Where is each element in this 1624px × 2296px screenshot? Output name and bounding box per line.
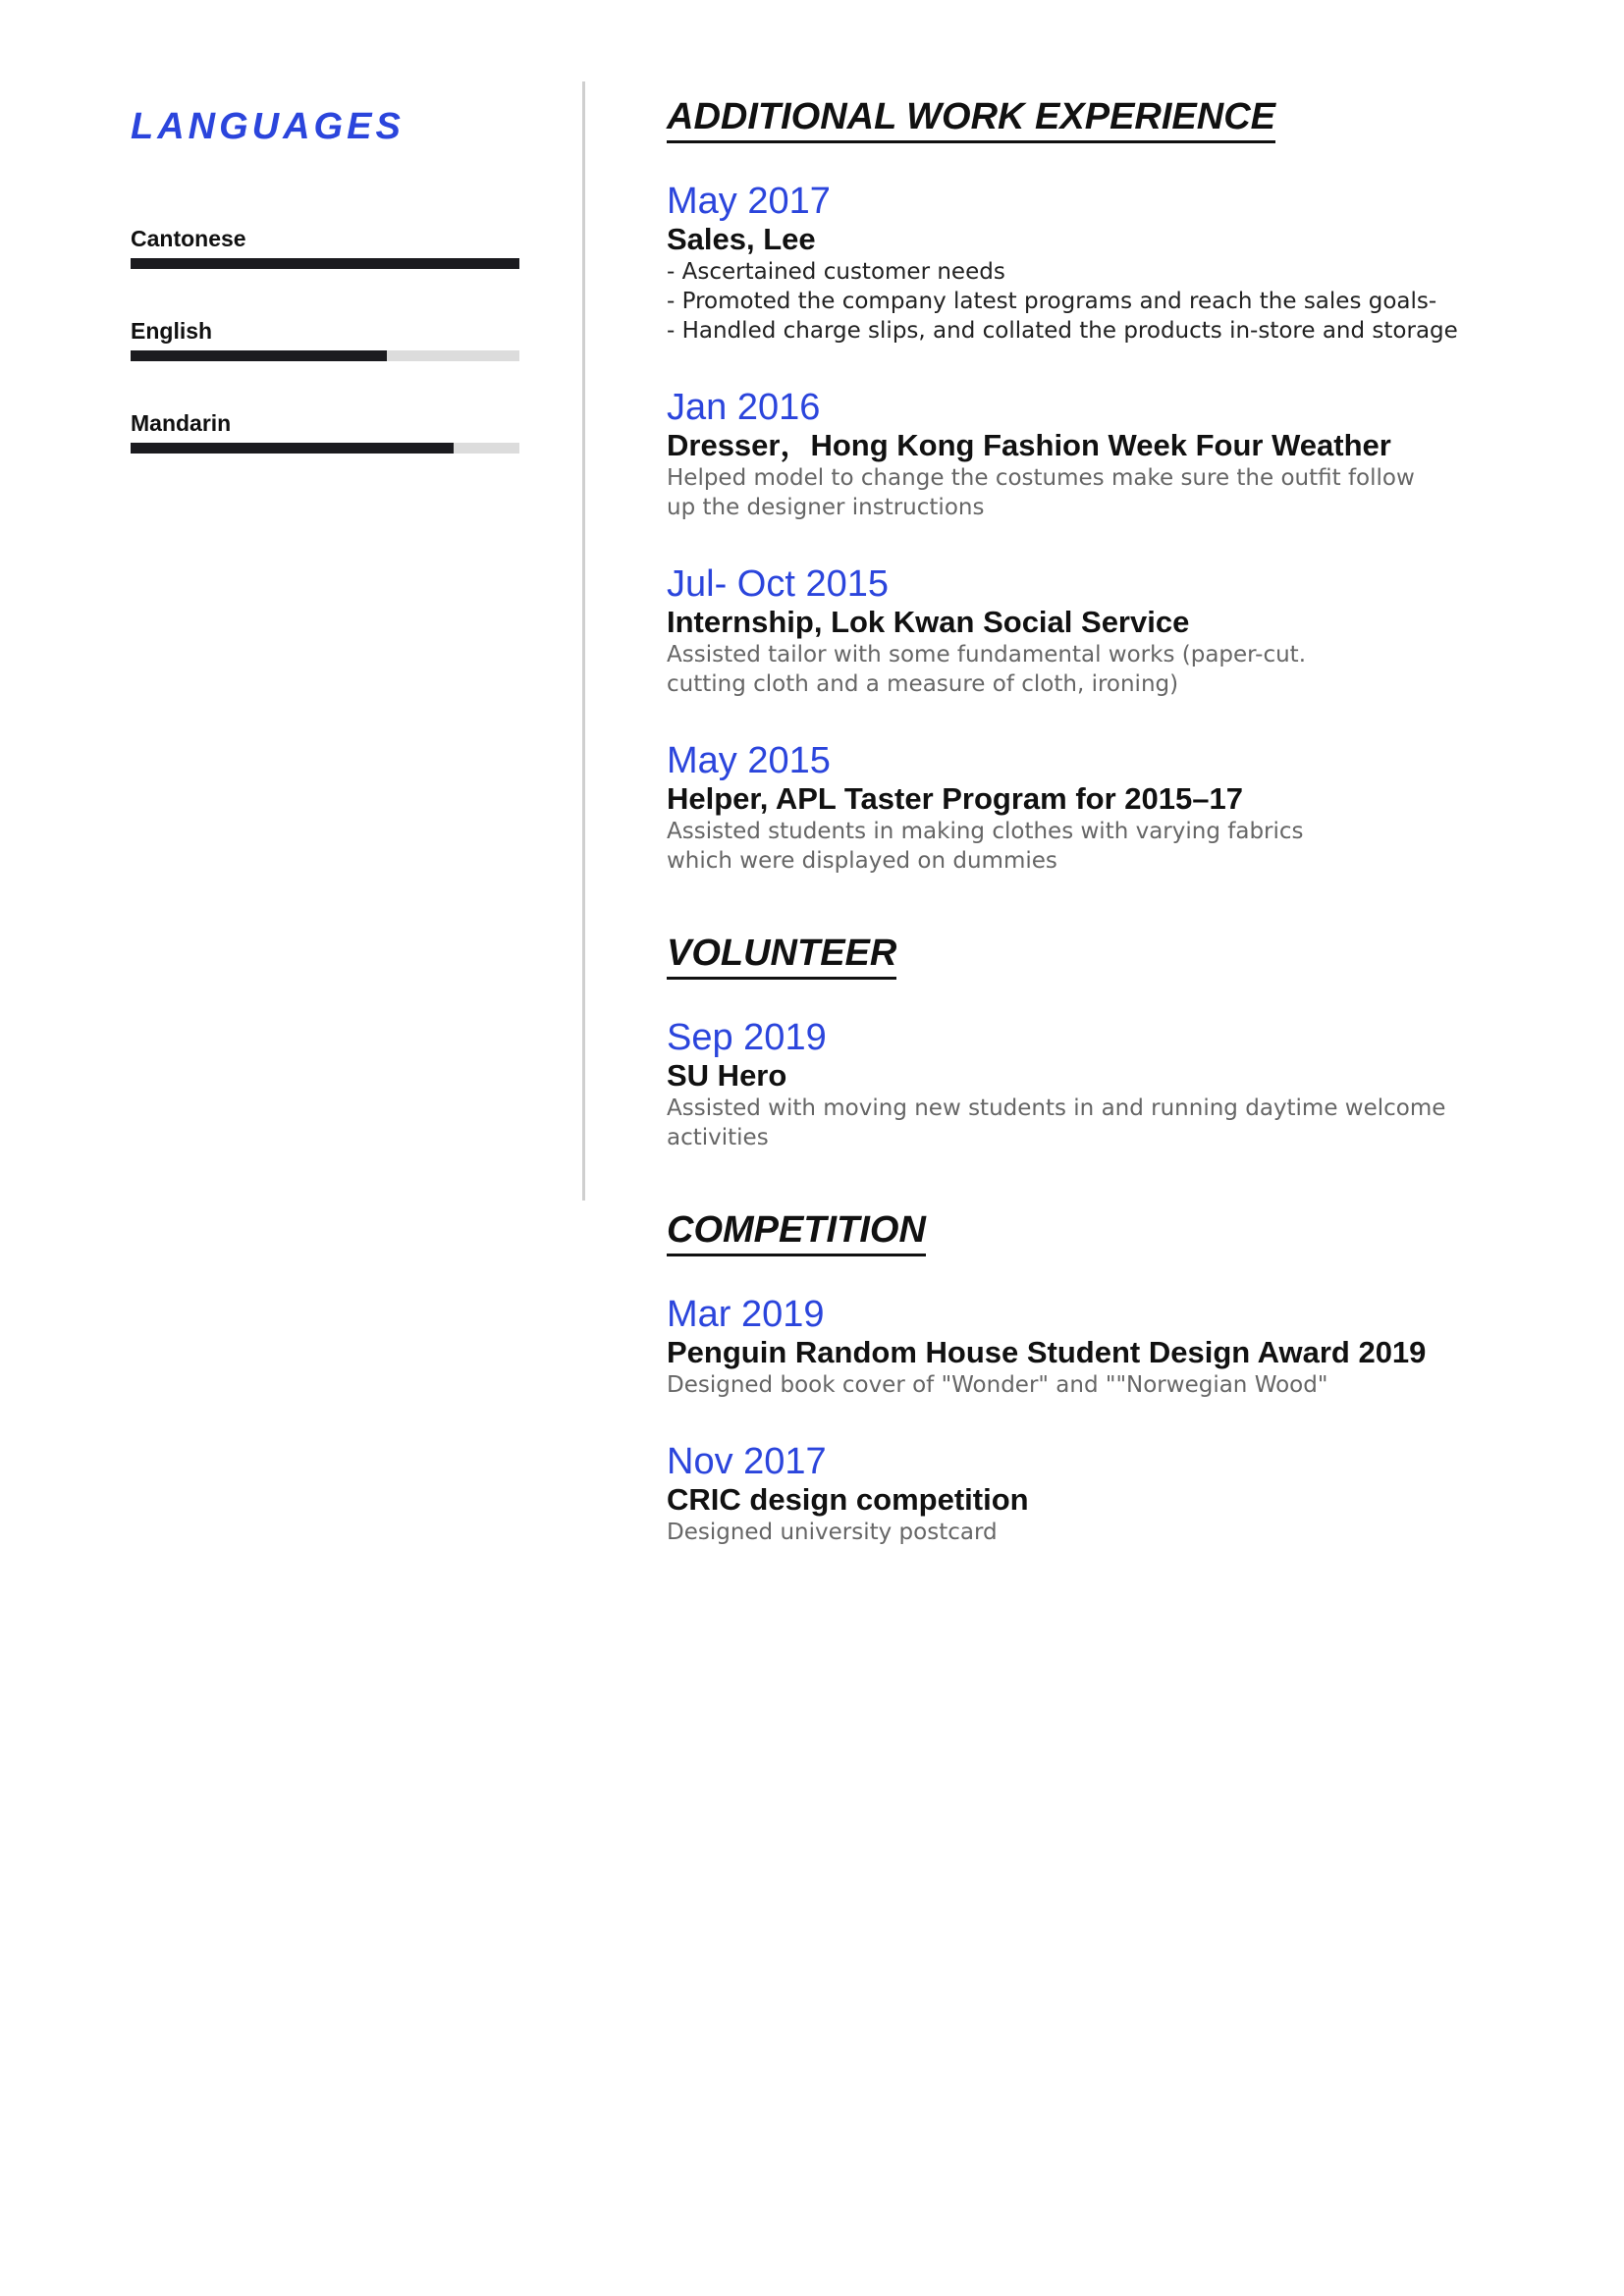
language-level-fill [131,443,454,454]
entry-date: May 2017 [667,181,831,222]
competition-section [667,1207,1550,1547]
languages-heading: LANGUAGES [131,106,405,147]
section-heading: ADDITIONAL WORK EXPERIENCE [667,94,1275,143]
work-entry [667,740,1550,876]
bullet-item: - Handled charge slips, and collated the products in-store and storage [667,318,1458,344]
language-name: Mandarin [131,410,232,436]
bullet-item: - Promoted the company latest programs and reach the sales goals- [667,289,1437,314]
entry-description: Assisted with moving new students in and running daytime welcome activities [667,1095,1446,1150]
entry-title: Dresser，Hong Kong Fashion Week Four Weather [667,428,1391,462]
language-level-bar [131,258,519,269]
volunteer-entry [667,1017,1550,1152]
bullet-item: - Ascertained customer needs [667,259,1005,285]
language-item [131,317,521,409]
entry-bullets [667,257,1550,346]
language-item [131,225,521,317]
entry-description: Helped model to change the costumes make sure the outfit follow up the designer instructions [667,465,1415,520]
entry-title: Helper, APL Taster Program for 2015–17 [667,781,1243,816]
entry-title: Sales, Lee [667,222,816,256]
entry-description: Designed university postcard [667,1520,998,1545]
entry-date: Mar 2019 [667,1294,825,1335]
entry-date: May 2015 [667,740,831,781]
language-level-bar [131,443,519,454]
column-divider [582,81,585,1201]
entry-date: Nov 2017 [667,1441,827,1482]
work-entry [667,387,1550,522]
entry-description: Assisted students in making clothes with varying fabrics which were displayed on dummies [667,819,1304,874]
language-name: English [131,318,213,344]
entry-date: Sep 2019 [667,1017,827,1058]
languages-panel [131,103,521,502]
section-heading: COMPETITION [667,1207,926,1256]
experience-panel [667,94,1550,1547]
entry-description: Assisted tailor with some fundamental works (paper-cut. cutting cloth and a measure of cloth, ironing) [667,642,1307,697]
entry-date: Jan 2016 [667,387,821,428]
language-level-bar [131,350,519,361]
language-level-fill [131,258,519,269]
language-list [131,225,521,502]
volunteer-section [667,931,1550,1152]
language-level-fill [131,350,387,361]
language-item [131,409,521,502]
work-entry [667,563,1550,699]
entry-title: Internship, Lok Kwan Social Service [667,605,1190,639]
entry-title: SU Hero [667,1058,787,1093]
entry-title: CRIC design competition [667,1482,1029,1517]
additional-work-section [667,94,1550,876]
entry-title: Penguin Random House Student Design Award 2019 [667,1335,1427,1369]
competition-entry [667,1441,1550,1547]
entry-description: Designed book cover of "Wonder" and ""Norwegian Wood" [667,1372,1328,1398]
work-entry [667,181,1550,346]
section-heading: VOLUNTEER [667,931,896,980]
entry-date: Jul- Oct 2015 [667,563,889,605]
language-name: Cantonese [131,226,246,251]
competition-entry [667,1294,1550,1400]
